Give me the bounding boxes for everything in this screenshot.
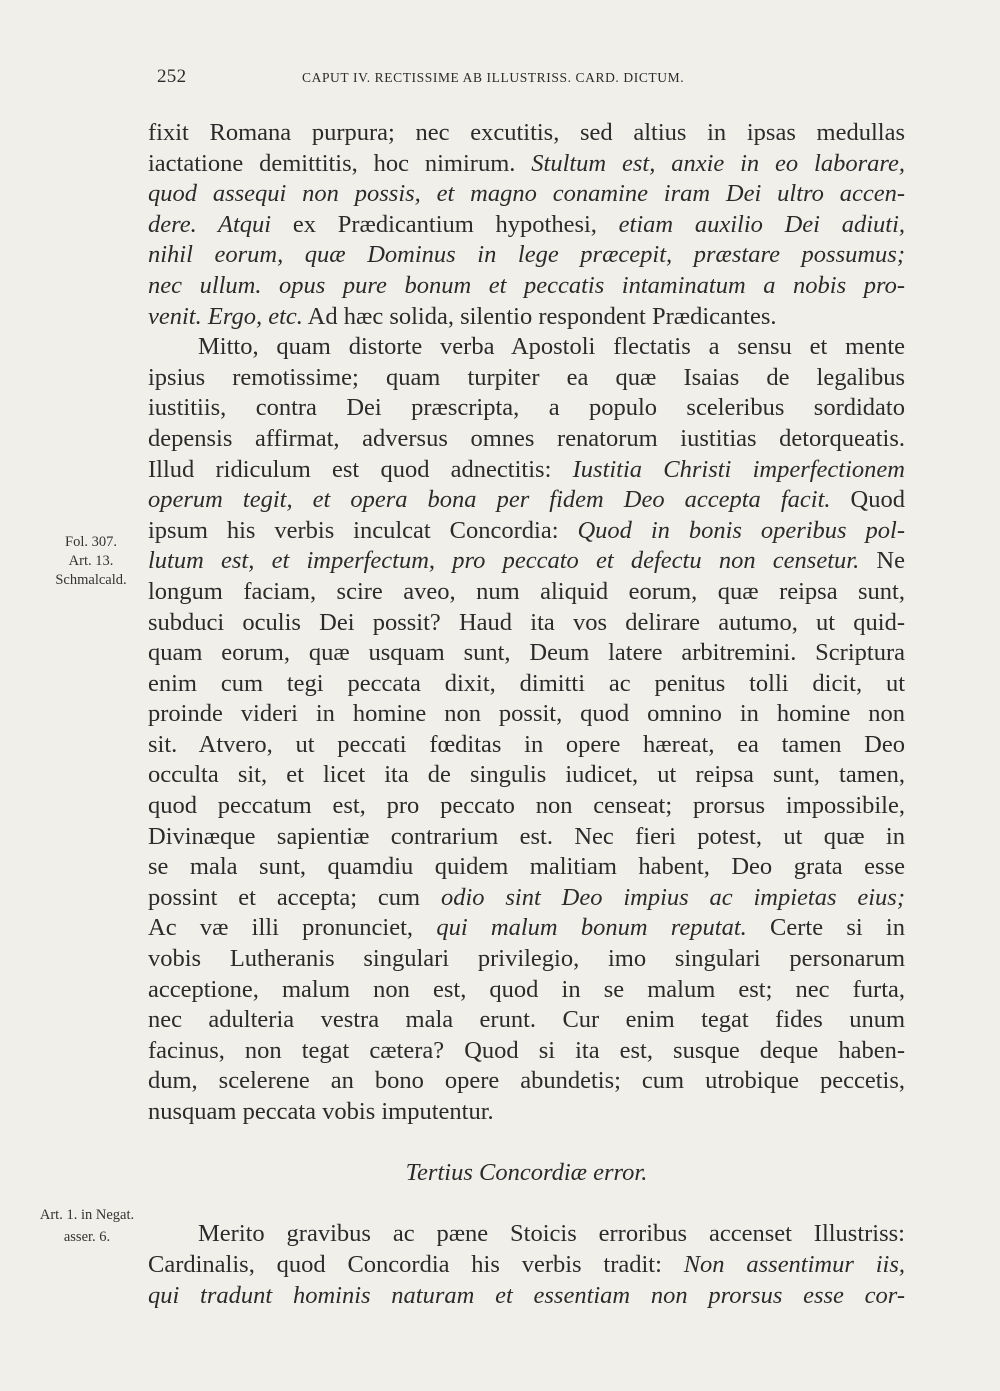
text-line: nusquam peccata vobis imputentur.: [148, 1098, 494, 1125]
margin-note-line: asser. 6.: [63, 1229, 111, 1245]
text-line: se mala sunt, quamdiu quidem malitiam habent, Deo grata esse: [148, 853, 905, 881]
text-line: ipsius remotissime; quam turpiter ea quæ Isaias de legalibus: [148, 363, 905, 391]
text-line: nihil eorum, quæ Dominus in lege præcepit, præstare possumus;: [148, 241, 905, 269]
text-line: quam eorum, quæ usquam sunt, Deum latere arbitremini. Scriptura: [148, 639, 905, 667]
text-line: acceptione, malum non est, quod in se malum est; nec furta,: [148, 975, 905, 1003]
running-title: CAPUT IV. RECTISSIME AB ILLUSTRISS. CARD. DICTUM.: [302, 70, 685, 85]
text-line: quod peccatum est, pro peccato non censeat; prorsus impossibile,: [148, 792, 905, 820]
page-header: [155, 66, 905, 92]
text-line: quod assequi non possis, et magno conamine iram Dei ultro accen-: [148, 180, 905, 208]
text-line: depensis affirmat, adversus omnes renatorum iustitias detorqueatis.: [148, 424, 905, 452]
text-line: fixit Romana purpura; nec excutitis, sed altius in ipsas medullas: [148, 119, 905, 146]
body-text: [148, 118, 905, 1311]
margin-note-line: Fol. 307.: [65, 534, 117, 550]
text-line: dere. Atqui ex Prædicantium hypothesi, etiam auxilio Dei adiuti,: [148, 210, 906, 238]
margin-note-line: Art. 13.: [68, 553, 114, 569]
text-line: sit. Atvero, ut peccati fœditas in opere hæreat, ea tamen Deo: [148, 730, 905, 758]
text-line: venit. Ergo, etc. Ad hæc solida, silentio respondent Prædicantes.: [148, 302, 777, 330]
text-line: nec adulteria vestra mala erunt. Cur enim tegat fides unum: [148, 1006, 905, 1034]
text-line: qui tradunt hominis naturam et essentiam non prorsus esse cor-: [148, 1281, 905, 1309]
margin-note-art-1: [30, 1204, 144, 1248]
text-line: ipsum his verbis inculcat Concordia: Quod in bonis operibus pol-: [148, 516, 905, 544]
text-line: vobis Lutheranis singulari privilegio, imo singulari personarum: [148, 945, 905, 973]
text-line: Merito gravibus ac pæne Stoicis erroribus accenset Illustriss:: [198, 1220, 905, 1248]
text-line: facinus, non tegat cætera? Quod si ita est, susque deque haben-: [148, 1036, 905, 1064]
text-line: longum faciam, scire aveo, num aliquid eorum, quæ reipsa sunt,: [148, 577, 905, 605]
text-line: possint et accepta; cum odio sint Deo impius ac impietas eius;: [148, 883, 906, 911]
text-line: nec ullum. opus pure bonum et peccatis intaminatum a nobis pro-: [148, 271, 905, 299]
margin-note-line: Art. 1. in Negat.: [39, 1207, 135, 1223]
text-line: operum tegit, et opera bona per fidem Deo accepta facit. Quod: [148, 486, 905, 514]
text-line: dum, scelerene an bono opere abundetis; cum utrobique peccetis,: [148, 1067, 905, 1095]
text-line: iustitiis, contra Dei præscripta, a populo sceleribus sordidato: [148, 394, 905, 422]
text-line: Mitto, quam distorte verba Apostoli flectatis a sensu et mente: [198, 333, 905, 361]
text-line: proinde videri in homine non possit, quod omnino in homine non: [148, 700, 905, 728]
text-line: Illud ridiculum est quod adnectitis: Iustitia Christi imperfectionem: [148, 455, 905, 483]
text-line: Ac væ illi pronunciet, qui malum bonum reputat. Certe si in: [148, 914, 905, 942]
text-line: Tertius Concordiæ error.: [405, 1159, 648, 1187]
text-line: [148, 1128, 905, 1159]
text-line: iactatione demittitis, hoc nimirum. Stultum est, anxie in eo laborare,: [148, 149, 905, 177]
text-line: enim cum tegi peccata dixit, dimitti ac penitus tolli dicit, ut: [148, 669, 905, 697]
text-line: lutum est, et imperfectum, pro peccato et defectu non censetur. Ne: [148, 547, 905, 575]
page-number: 252: [157, 66, 187, 87]
margin-note-fol-307: [48, 533, 134, 590]
text-line: Divinæque sapientiæ contrarium est. Nec fieri potest, ut quæ in: [148, 822, 905, 850]
text-line: subduci oculis Dei possit? Haud ita vos delirare autumo, ut quid-: [148, 608, 905, 636]
text-line: [148, 1189, 905, 1220]
text-line: occulta sit, et licet ita de singulis iudicet, ut reipsa sunt, tamen,: [148, 761, 905, 789]
margin-note-line: Schmalcald.: [55, 572, 127, 588]
text-line: Cardinalis, quod Concordia his verbis tradit: Non assentimur iis,: [148, 1250, 905, 1278]
